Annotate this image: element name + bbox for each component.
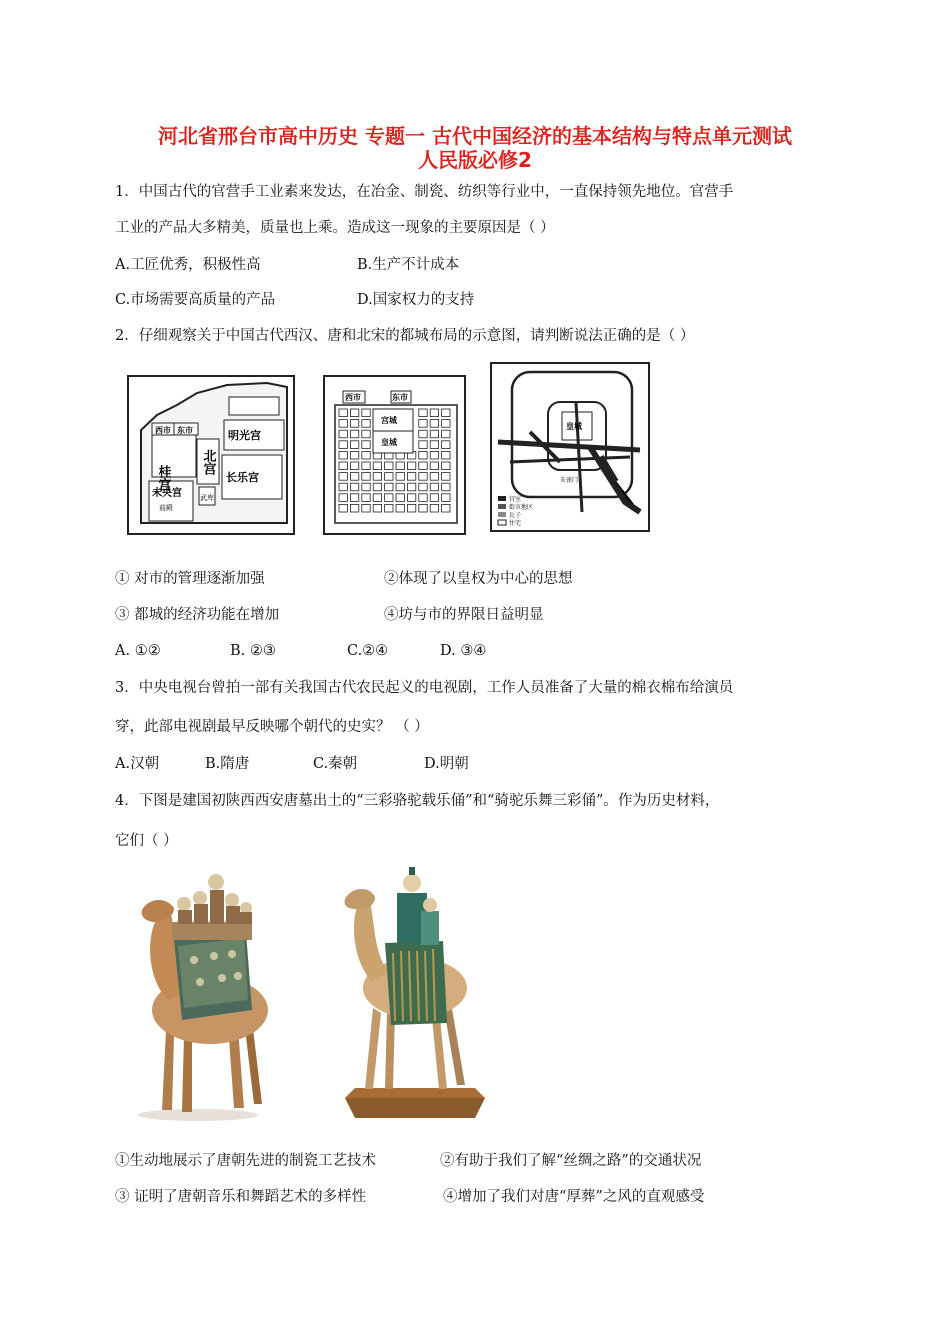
map3-label-gate: 朱雀门 <box>560 477 579 484</box>
ward-block <box>430 409 438 417</box>
ward-block <box>362 409 370 417</box>
map1-label-mingguang: 明光宫 <box>228 429 261 442</box>
camel-rider-figurine-image <box>335 863 495 1128</box>
q2-statement-1: ① 对市的管理逐渐加强 <box>115 571 265 587</box>
ward-block <box>385 483 393 491</box>
ward-block <box>350 494 358 502</box>
ward-block <box>442 504 450 512</box>
ward-block <box>362 462 370 470</box>
map1-label-qiandian: 前殿 <box>159 504 173 512</box>
ward-block <box>430 504 438 512</box>
ward-block <box>350 504 358 512</box>
q1-stem-line2: 工业的产品大多精美，质量也上乘。造成这一现象的主要原因是（ ） <box>115 220 555 236</box>
ward-block <box>350 462 358 470</box>
ward-block <box>430 430 438 438</box>
ward-block <box>430 451 438 459</box>
map3-legend-2: 街市地区 <box>509 504 534 511</box>
ward-block <box>362 483 370 491</box>
ward-block <box>442 462 450 470</box>
map1-label-west-market: 西市 <box>155 426 171 435</box>
ward-block <box>396 462 404 470</box>
ward-block <box>373 494 381 502</box>
ward-block <box>396 504 404 512</box>
ward-block <box>385 494 393 502</box>
q3-stem-line2: 穿，此部电视剧最早反映哪个朝代的史实？ （ ） <box>115 719 429 735</box>
q2-statement-4: ④坊与市的界限日益明显 <box>384 607 544 623</box>
map2-label-west-market: 西市 <box>345 393 361 402</box>
q1-stem-line1: 1．中国古代的官营手工业素来发达，在冶金、制瓷、纺织等行业中，一直保持领先地位。官营手 <box>115 184 734 200</box>
ward-block <box>339 504 347 512</box>
q4-stem-line1: 4．下图是建国初陕西西安唐墓出土的“三彩骆驼载乐俑”和“骑驼乐舞三彩俑”。作为历史材料， <box>115 793 720 809</box>
ward-block <box>419 430 427 438</box>
ward-block <box>442 409 450 417</box>
ward-block <box>339 494 347 502</box>
map2-label-palace: 宫城 <box>381 416 397 425</box>
ward-block <box>362 441 370 449</box>
map1-label-weiyang: 未央宫 <box>152 488 182 499</box>
ward-block <box>419 462 427 470</box>
ward-block <box>442 441 450 449</box>
ward-block <box>419 441 427 449</box>
ward-block <box>442 420 450 428</box>
ward-block <box>442 430 450 438</box>
ward-block <box>350 483 358 491</box>
map3-label-palace: 皇城 <box>566 422 582 431</box>
ward-block <box>373 462 381 470</box>
q3-option-c: C.秦朝 <box>313 756 358 772</box>
ward-block <box>385 504 393 512</box>
ward-block <box>362 504 370 512</box>
q2-stem: 2．仔细观察关于中国古代西汉、唐和北宋的都城布局的示意图，请判断说法正确的是（ ） <box>115 328 695 344</box>
map1-label-gui-gong: 桂宫 <box>155 465 171 491</box>
ward-block <box>407 494 415 502</box>
camel-musicians-figurine-image <box>128 860 273 1125</box>
q3-option-b: B.隋唐 <box>205 756 250 772</box>
ward-block <box>339 451 347 459</box>
map2-label-east-market: 东市 <box>392 393 408 402</box>
ward-block <box>407 473 415 481</box>
ward-block <box>419 420 427 428</box>
ward-block <box>339 473 347 481</box>
ward-block <box>419 494 427 502</box>
ward-block <box>350 451 358 459</box>
ward-block <box>430 420 438 428</box>
ward-block <box>373 504 381 512</box>
ward-block <box>407 462 415 470</box>
ward-block <box>396 494 404 502</box>
map2-label-imperial: 皇城 <box>381 438 397 447</box>
q2-option-a: A. ①② <box>115 643 161 659</box>
ward-block <box>419 409 427 417</box>
ward-block <box>442 483 450 491</box>
q4-statement-3: ③ 证明了唐朝音乐和舞蹈艺术的多样性 <box>115 1189 367 1205</box>
q4-stem-line2: 它们（ ） <box>115 833 178 849</box>
ward-block <box>407 483 415 491</box>
ward-block <box>339 430 347 438</box>
q2-option-b: B. ②③ <box>230 643 276 659</box>
ward-block <box>339 462 347 470</box>
ward-block <box>339 409 347 417</box>
q4-statement-1: ①生动地展示了唐朝先进的制瓷工艺技术 <box>115 1153 376 1169</box>
ward-block <box>385 473 393 481</box>
ward-block <box>362 494 370 502</box>
ward-block <box>350 420 358 428</box>
ward-block <box>385 462 393 470</box>
q4-statement-2: ②有助于我们了解“丝绸之路”的交通状况 <box>440 1153 702 1169</box>
ward-block <box>362 420 370 428</box>
ward-block <box>442 494 450 502</box>
ward-block <box>373 473 381 481</box>
ward-block <box>442 451 450 459</box>
map1-label-changle: 长乐宫 <box>226 471 259 484</box>
ward-block <box>419 483 427 491</box>
western-han-changan-map <box>127 375 295 535</box>
ward-block <box>430 494 438 502</box>
map1-label-east-market: 东市 <box>177 426 193 435</box>
page-subtitle: 人民版必修2 <box>418 148 532 172</box>
ward-block <box>339 483 347 491</box>
q3-option-d: D.明朝 <box>424 756 469 772</box>
ward-block <box>373 483 381 491</box>
ward-block <box>362 451 370 459</box>
ward-block <box>362 473 370 481</box>
northern-song-kaifeng-map <box>490 362 650 532</box>
q1-option-c: C.市场需要高质量的产品 <box>115 292 276 308</box>
ward-block <box>396 473 404 481</box>
map1-label-wuku: 武库 <box>200 494 214 502</box>
ward-block <box>350 473 358 481</box>
ward-block <box>350 409 358 417</box>
ward-block <box>430 462 438 470</box>
q1-option-d: D.国家权力的支持 <box>357 292 475 308</box>
q2-option-d: D. ③④ <box>440 643 487 659</box>
q4-statement-4: ④增加了我们对唐“厚葬”之风的直观感受 <box>443 1189 705 1205</box>
ward-block <box>430 483 438 491</box>
ward-block <box>419 504 427 512</box>
ward-block <box>407 504 415 512</box>
tang-changan-map <box>323 375 466 535</box>
q2-statement-2: ②体现了以皇权为中心的思想 <box>384 571 573 587</box>
q1-option-b: B.生产不计成本 <box>357 257 460 273</box>
page-title: 河北省邢台市高中历史 专题一 古代中国经济的基本结构与特点单元测试 <box>158 124 792 148</box>
ward-block <box>419 473 427 481</box>
map3-legend-4: 住宅 <box>509 520 522 527</box>
ward-block <box>430 441 438 449</box>
ward-block <box>430 473 438 481</box>
ward-block <box>419 451 427 459</box>
q2-option-c: C.②④ <box>347 643 389 659</box>
q2-statement-3: ③ 都城的经济功能在增加 <box>115 607 280 623</box>
map3-legend-3: 瓦子 <box>509 512 522 519</box>
q1-option-a: A.工匠优秀，积极性高 <box>115 257 261 273</box>
map3-legend-1: 宫室 <box>509 496 522 503</box>
q3-stem-line1: 3．中央电视台曾拍一部有关我国古代农民起义的电视剧，工作人员准备了大量的棉衣棉布给演员 <box>115 680 734 696</box>
ward-block <box>339 441 347 449</box>
ward-block <box>350 430 358 438</box>
q3-option-a: A.汉朝 <box>115 756 160 772</box>
ward-block <box>350 441 358 449</box>
map1-label-bei-gong: 北宫 <box>200 449 216 475</box>
ward-block <box>396 483 404 491</box>
ward-block <box>339 420 347 428</box>
ward-block <box>362 430 370 438</box>
ward-block <box>442 473 450 481</box>
